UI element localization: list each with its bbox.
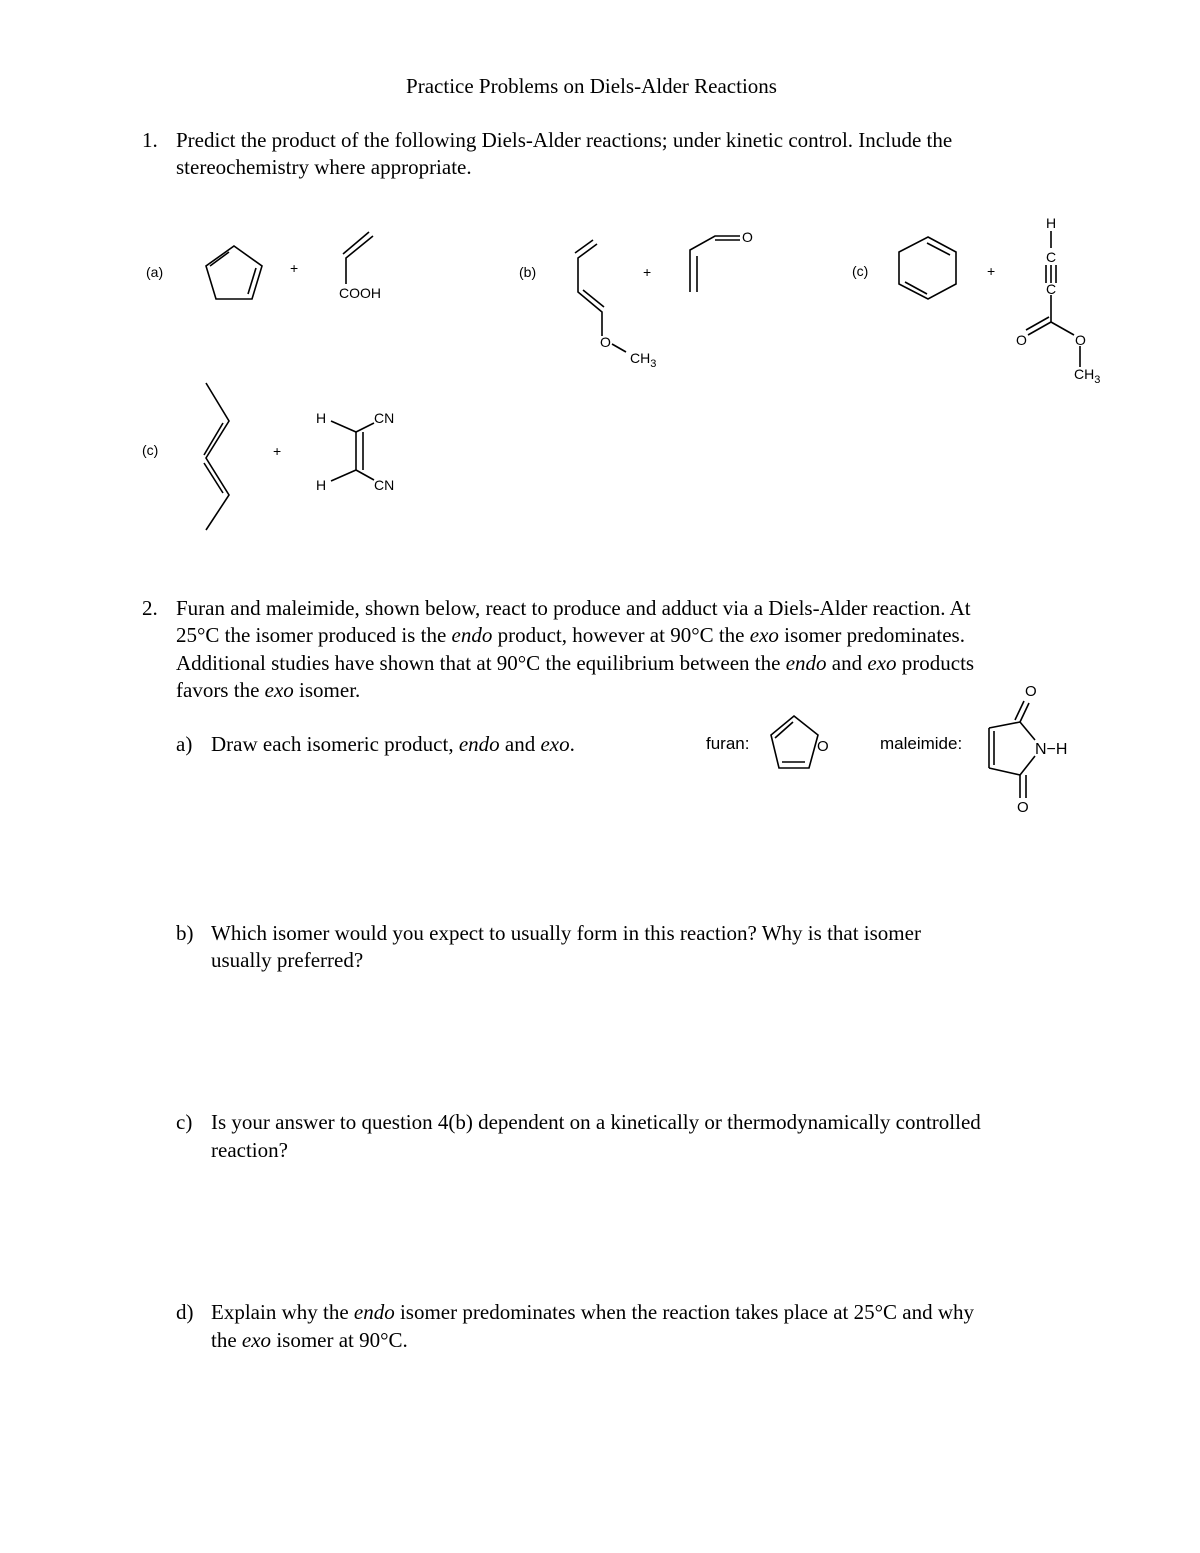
furan-label: furan:	[706, 734, 750, 753]
part-b-marker: b)	[176, 921, 194, 945]
cyclohexadiene-structure	[899, 237, 956, 299]
plus-sign-a: +	[290, 260, 299, 276]
part-d-line-2: the exo isomer at 90°C.	[211, 1328, 408, 1352]
part-c-line-1: Is your answer to question 4(b) dependent on a kinetically or thermodynamically controlled	[211, 1110, 981, 1134]
cyano-label-1: CN	[374, 410, 395, 426]
ester-oxygen-label: O	[1075, 332, 1086, 348]
methyl-label-c: $CH_3$	[1074, 366, 1101, 386]
part-a-text: Draw each isomeric product, endo and exo.	[211, 732, 575, 756]
question-2-number: 2.	[142, 596, 158, 620]
fumaronitrile-structure	[331, 421, 374, 481]
part-c-line-2: reaction?	[211, 1138, 288, 1162]
acrylic-acid-structure	[343, 232, 373, 284]
cyclopentadiene-structure	[206, 246, 262, 299]
part-b-line-2: usually preferred?	[211, 948, 364, 972]
hexadiene-structure	[204, 383, 229, 530]
question-2-line-2: 25°C the isomer produced is the endo product, however at 90°C the exo isomer predominates.	[176, 623, 965, 647]
question-1-number: 1.	[142, 128, 158, 152]
alkyne-carbon-label-2: C	[1046, 281, 1057, 297]
methyl-label-b: $CH_3$	[630, 350, 657, 370]
ether-oxygen-label: O	[600, 334, 611, 350]
part-d-marker: d)	[176, 1300, 194, 1324]
furan-oxygen-label: O	[817, 738, 829, 755]
reaction-label-b: (b)	[519, 264, 537, 280]
maleimide-structure	[989, 701, 1035, 798]
plus-sign-c: +	[987, 263, 996, 279]
maleimide-oxygen-bottom-label: O	[1017, 799, 1029, 816]
maleimide-nh-label: N−H	[1035, 741, 1068, 758]
cyano-label-2: CN	[374, 477, 395, 493]
carbonyl-oxygen-label: O	[1016, 332, 1027, 348]
aldehyde-oxygen-label: O	[742, 229, 753, 245]
question-1-line-1: Predict the product of the following Diels-Alder reactions; under kinetic control. Include the	[176, 128, 953, 152]
hydrogen-label-2: H	[316, 477, 327, 493]
alkyne-carbon-label-1: C	[1046, 249, 1057, 265]
acrolein-structure	[690, 236, 740, 292]
part-b-line-1: Which isomer would you expect to usually form in this reaction? Why is that isomer	[211, 921, 921, 945]
page-title: Practice Problems on Diels-Alder Reactions	[406, 74, 777, 98]
question-1-line-2: stereochemistry where appropriate.	[176, 155, 472, 179]
part-d-line-1: Explain why the endo isomer predominates when the reaction takes place at 25°C and why	[211, 1300, 975, 1324]
plus-sign-d: +	[273, 443, 282, 459]
reaction-label-c: (c)	[852, 263, 869, 279]
part-c-marker: c)	[176, 1110, 193, 1134]
question-2-line-3: Additional studies have shown that at 90°C the equilibrium between the endo and exo products	[176, 651, 975, 675]
plus-sign-b: +	[643, 264, 652, 280]
reaction-label-c-second: (c)	[142, 442, 159, 458]
maleimide-label: maleimide:	[880, 734, 963, 753]
maleimide-oxygen-top-label: O	[1025, 683, 1037, 700]
question-2-line-4: favors the exo isomer.	[176, 678, 361, 702]
part-a-marker: a)	[176, 732, 193, 756]
cooh-label: COOH	[339, 285, 381, 301]
alkyne-hydrogen-label: H	[1046, 215, 1057, 231]
reaction-label-a: (a)	[146, 264, 164, 280]
question-2-line-1: Furan and maleimide, shown below, react to produce and adduct via a Diels-Alder reaction. At	[176, 596, 971, 620]
hydrogen-label-1: H	[316, 410, 327, 426]
